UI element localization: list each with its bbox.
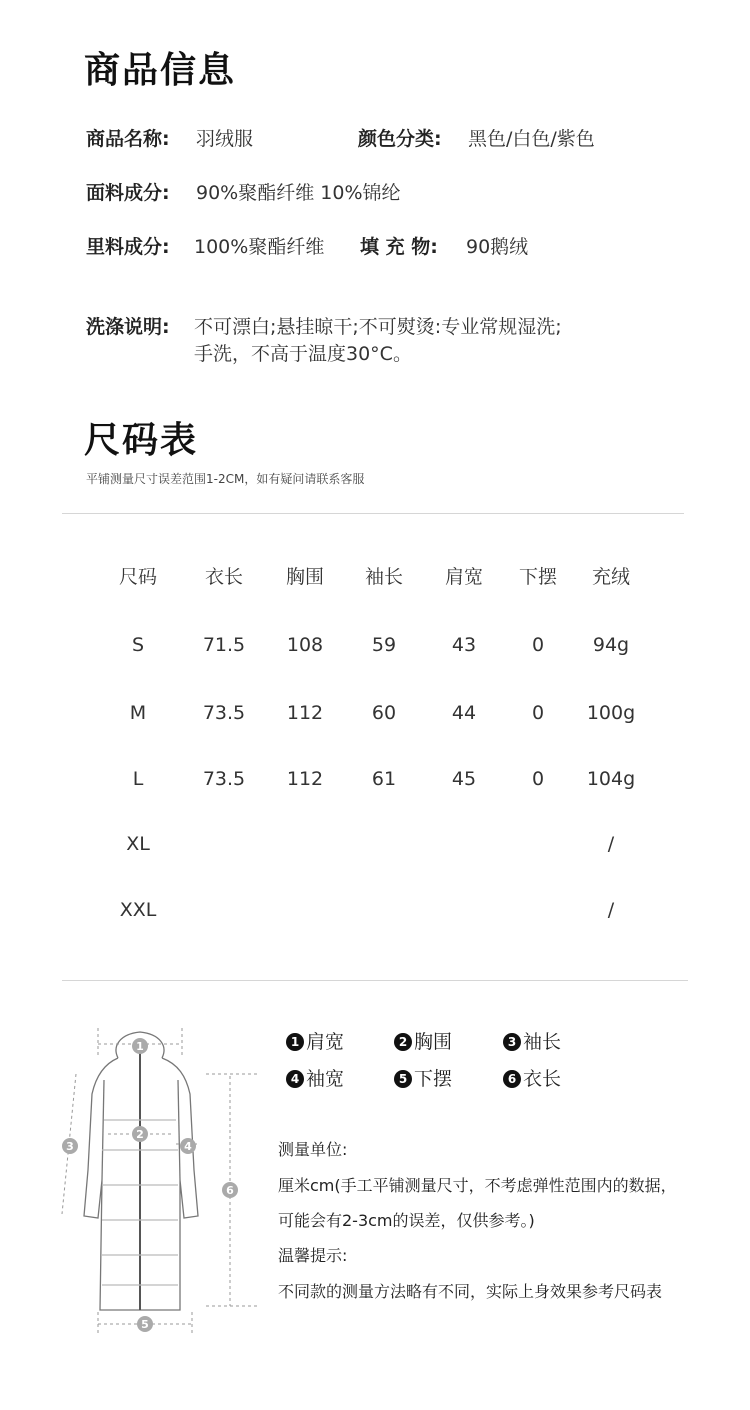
legend-sleeve-width — [286, 1064, 344, 1091]
table-cell: 44 — [451, 702, 477, 724]
legend-label: 衣长 — [523, 1068, 562, 1090]
divider-bottom — [62, 980, 688, 981]
filling-label: 填 充 物: — [360, 236, 438, 258]
table-cell: M — [129, 702, 147, 724]
name-value: 羽绒服 — [196, 128, 254, 150]
legend-number-4-icon: 4 — [286, 1070, 304, 1088]
table-cell: 71.5 — [202, 634, 246, 656]
table-cell: 108 — [286, 634, 324, 656]
legend-length — [503, 1064, 561, 1091]
table-cell: 59 — [371, 634, 397, 656]
marker-6-label: 6 — [226, 1184, 234, 1197]
legend-label: 袖长 — [523, 1031, 562, 1053]
table-header-cell: 衣长 — [204, 566, 244, 588]
marker-3-label: 3 — [66, 1140, 74, 1153]
table-header-cell: 下摆 — [518, 566, 558, 588]
table-cell: 100g — [586, 702, 636, 724]
table-cell: 73.5 — [202, 702, 246, 724]
table-cell: 73.5 — [202, 768, 246, 790]
table-cell: XXL — [119, 899, 157, 921]
unit-title: 测量单位: — [278, 1140, 348, 1159]
table-cell: 45 — [451, 768, 477, 790]
table-header-cell: 肩宽 — [444, 566, 484, 588]
wash-line-2: 手洗，不高于温度30°C。 — [194, 343, 412, 365]
lining-value: 100%聚酯纤维 — [194, 236, 325, 258]
legend-sleeve — [503, 1027, 561, 1054]
table-header-cell: 袖长 — [364, 566, 404, 588]
color-label: 颜色分类: — [358, 128, 442, 150]
unit-line-2: 可能会有2-3cm的误差，仅供参考。) — [278, 1211, 535, 1230]
product-info-title: 商品信息 — [84, 50, 237, 91]
table-cell: 43 — [451, 634, 477, 656]
legend-chest — [394, 1027, 452, 1054]
legend-label: 肩宽 — [306, 1031, 345, 1053]
legend-label: 袖宽 — [306, 1068, 345, 1090]
table-cell: 94g — [592, 634, 630, 656]
size-chart-title: 尺码表 — [84, 420, 199, 461]
table-cell: 112 — [286, 702, 324, 724]
table-cell: 61 — [371, 768, 397, 790]
table-cell: 60 — [371, 702, 397, 724]
table-cell: XL — [126, 833, 150, 855]
fabric-value: 90%聚酯纤维 10%锦纶 — [196, 182, 401, 204]
table-header-cell: 尺码 — [118, 566, 158, 588]
table-header-cell: 充绒 — [591, 566, 631, 588]
legend-shoulder — [286, 1027, 344, 1054]
table-cell: S — [131, 634, 145, 656]
legend-number-2-icon: 2 — [394, 1033, 412, 1051]
table-header-cell: 胸围 — [285, 566, 325, 588]
marker-1-label: 1 — [136, 1040, 144, 1053]
jacket-measurement-diagram — [40, 1010, 260, 1350]
divider-top — [62, 513, 684, 514]
fabric-label: 面料成分: — [86, 182, 170, 204]
legend-number-1-icon: 1 — [286, 1033, 304, 1051]
table-cell: 112 — [286, 768, 324, 790]
wash-label: 洗涤说明: — [86, 316, 170, 338]
unit-line-1: 厘米cm(手工平铺测量尺寸，不考虑弹性范围内的数据， — [278, 1176, 677, 1195]
table-cell: 104g — [586, 768, 636, 790]
tip-title: 温馨提示: — [278, 1246, 348, 1265]
lining-label: 里料成分: — [86, 236, 170, 258]
color-value: 黑色/白色/紫色 — [468, 128, 595, 150]
table-cell: 0 — [531, 634, 545, 656]
filling-value: 90鹅绒 — [466, 236, 529, 258]
marker-5-label: 5 — [141, 1318, 149, 1331]
marker-2-label: 2 — [136, 1128, 144, 1141]
legend-hem — [394, 1064, 452, 1091]
legend-number-6-icon: 6 — [503, 1070, 521, 1088]
table-cell: / — [607, 833, 615, 855]
wash-line-1: 不可漂白;悬挂晾干;不可熨烫:专业常规湿洗; — [194, 316, 562, 338]
table-cell: 0 — [531, 768, 545, 790]
marker-4-label: 4 — [184, 1140, 192, 1153]
table-cell: 0 — [531, 702, 545, 724]
size-chart-note: 平铺测量尺寸误差范围1-2CM，如有疑问请联系客服 — [86, 472, 365, 486]
tip-line: 不同款的测量方法略有不同，实际上身效果参考尺码表 — [278, 1282, 663, 1301]
legend-number-5-icon: 5 — [394, 1070, 412, 1088]
name-label: 商品名称: — [86, 128, 170, 150]
legend-number-3-icon: 3 — [503, 1033, 521, 1051]
table-cell: / — [607, 899, 615, 921]
legend-label: 下摆 — [414, 1068, 453, 1090]
table-cell: L — [132, 768, 144, 790]
legend-label: 胸围 — [414, 1031, 453, 1053]
